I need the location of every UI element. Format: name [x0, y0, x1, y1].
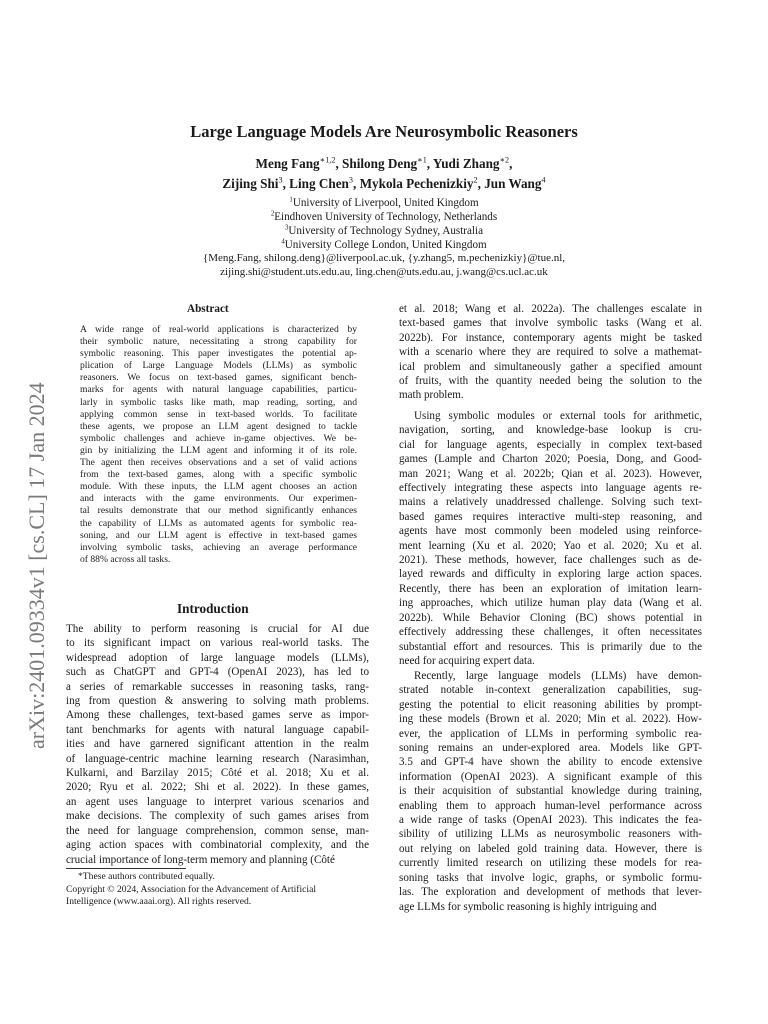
footnote-divider — [66, 868, 186, 869]
text-line: information (OpenAI 2023). A significant example of this — [399, 770, 702, 783]
text-line: ment learning (Xu et al. 2020; Yao et al. 2020; Xu et al. — [399, 539, 702, 552]
text-line: text-based games that involve symbolic tasks (Wang et al. — [399, 317, 702, 330]
abstract-line: module. With these inputs, the LLM agent chooses an action — [80, 481, 357, 493]
text-line: gesting the potential to elicit reasoning abilities by prompt- — [399, 698, 702, 711]
text-line: strated notable in-context generalization capabilities, sug- — [399, 684, 702, 697]
text-line: sibility of utilizing LLMs as neurosymbolic reasoners with- — [399, 828, 702, 841]
author-affiliation-mark: 4 — [541, 175, 546, 185]
text-line: the need for language comprehension, common sense, man- — [66, 824, 369, 837]
text-line: las. The exploration and development of methods that lever- — [399, 886, 702, 899]
text-line: substantial effort and resources. This is primarily due to the — [399, 640, 702, 653]
text-line: Kulkarni, and Barzilay 2015; Côté et al. 2018; Xu et al. — [66, 767, 369, 780]
text-line: Recently, large language models (LLMs) have demon- — [414, 670, 702, 682]
affiliation-mark: 4 — [281, 238, 285, 246]
abstract-line: soning, and our LLM agent is effective in text-based games — [80, 529, 357, 541]
abstract-line: larly in symbolic tasks like math, map reading, sorting, and — [80, 396, 357, 408]
abstract-line: symbolic challenges and achieve in-game objectives. We be- — [80, 432, 357, 444]
introduction-heading: Introduction — [177, 601, 249, 616]
text-line: with a scenario where they are required to solve a mathemat- — [399, 346, 702, 359]
text-line: make decisions. The complexity of such games arises from — [66, 810, 369, 823]
footnote-line: Intelligence (www.aaai.org). All rights reserved. — [66, 896, 252, 908]
abstract-heading: Abstract — [187, 303, 229, 315]
author-name: Ling Chen — [289, 176, 349, 191]
author-name: Mykola Pechenizkiy — [359, 176, 474, 191]
text-line: of fruits, with the quantity needed being the solution to the — [399, 375, 702, 388]
affiliation — [0, 224, 768, 238]
paper-title: Large Language Models Are Neurosymbolic Reasoners — [190, 122, 578, 141]
abstract-line: the capability of LLMs as automated agents for symbolic rea- — [80, 517, 357, 529]
text-line: The ability to perform reasoning is crucial for AI due — [66, 623, 369, 635]
text-line: et al. 2018; Wang et al. 2022a). The challenges escalate in — [399, 303, 702, 315]
abstract-line: reasoners. We focus on text-based games, significant bench- — [80, 372, 357, 384]
text-line: navigation, sorting, and knowledge-base lookup is cru- — [399, 424, 702, 437]
text-line: ing these models (Brown et al. 2020; Min et al. 2022). How- — [399, 713, 702, 726]
abstract-line: their symbolic nature, necessitating a strong capability for — [80, 336, 357, 348]
text-line: ing from question & answering to solving math problems. — [66, 695, 369, 708]
affiliation-mark: 3 — [284, 224, 289, 232]
text-line: 2021). These methods, however, face challenges such as de- — [399, 554, 702, 567]
affiliation-text: University of Liverpool, United Kingdom — [292, 197, 479, 209]
author-affiliation-mark: 3 — [278, 175, 283, 185]
text-line: 2022b). For instance, contemporary agents might be tasked — [399, 331, 702, 344]
author-line-1: Meng Fang$^{∗1,2}$, Shilong Deng$^{∗1}$, Yudi Zhang$^{∗2}$, — [255, 155, 513, 171]
abstract-line: A wide range of real-world applications is characterized by — [80, 324, 357, 335]
text-line: soning remains an under-explored area. Models like GPT- — [399, 742, 702, 755]
abstract-line: these agents, we propose an LLM agent designed to tackle — [80, 420, 357, 432]
text-line: math problem. — [399, 389, 464, 402]
text-line: widespread adoption of large language models (LLMs), — [66, 651, 369, 664]
author-line-2: Zijing Shi$^3$, Ling Chen$^3$, Mykola Pechenizkiy$^2$, Jun Wang$^4$ — [222, 175, 546, 191]
text-line: age LLMs for symbolic reasoning is highly intriguing and — [399, 900, 657, 913]
text-line: man 2021; Wang et al. 2022b; Qian et al. 2023). However, — [399, 467, 702, 480]
right-column-paragraph-2 — [399, 409, 702, 668]
affiliation-mark: 2 — [270, 210, 275, 218]
text-line: games (Lample and Charton 2020; Poesia, Dong, and Good- — [399, 453, 702, 466]
text-line: tant benchmarks for agents with natural language capabil- — [66, 723, 369, 736]
text-line: currently limited research on utilizing these models for rea- — [399, 857, 702, 870]
arxiv-sidebar-stamp — [24, 279, 49, 749]
affiliation-text: University College London, United Kingdom — [284, 239, 487, 251]
abstract-line: marks for agents with natural language capabilities, particu- — [80, 384, 357, 396]
author-affiliation-mark: ∗2 — [499, 155, 510, 165]
right-column-paragraph-1 — [399, 302, 702, 403]
text-line: ities and have garnered significant attention in the realm — [66, 738, 369, 751]
right-column-paragraph-3 — [399, 669, 702, 914]
text-line: Using symbolic modules or external tools for arithmetic, — [414, 410, 702, 422]
author-affiliation-mark: ∗1 — [417, 155, 427, 165]
author-affiliation-mark: 3 — [348, 175, 353, 185]
affiliation-text: Eindhoven University of Technology, Netherlands — [274, 211, 498, 223]
email-line-1: {Meng.Fang, shilong.deng}@liverpool.ac.uk, {y.zhang5, m.pechenizkiy}@tue.nl, — [202, 252, 566, 264]
text-line: need for acquiring expert data. — [399, 654, 535, 667]
text-line: of language-centric machine learning research (Narasimhan, — [66, 752, 369, 765]
affiliation — [0, 196, 768, 210]
abstract-line: gin by initializing the LLM agent and informing it of its role. — [80, 444, 357, 456]
introduction-paragraph — [66, 622, 369, 867]
abstract-line: of 88% across all tasks. — [80, 553, 171, 565]
abstract-body — [80, 324, 357, 566]
affiliation-mark: 1 — [289, 196, 293, 204]
abstract-line: from the text-based games, along with a specific symbolic — [80, 469, 357, 481]
author-affiliation-mark: ∗1,2 — [319, 155, 336, 165]
author-affiliation-mark: 2 — [473, 175, 478, 185]
email-line-2: zijing.shi@student.uts.edu.au, ling.chen@uts.edu.au, j.wang@cs.ucl.ac.uk — [220, 266, 548, 278]
affiliation — [0, 210, 768, 224]
author-name: Meng Fang — [255, 156, 320, 171]
text-line: a wide range of tasks (OpenAI 2023). This indicates the fea- — [399, 814, 702, 827]
text-line: cial for language agents, especially in complex text-based — [399, 438, 702, 451]
author-name: Yudi Zhang — [432, 156, 500, 171]
footnote-line: *These authors contributed equally. — [78, 871, 215, 882]
author-name: Zijing Shi — [222, 176, 279, 191]
footnote-line: Copyright © 2024, Association for the Advancement of Artificial — [66, 883, 317, 895]
text-line: effectively addressing these challenges, it often necessitates — [399, 626, 702, 639]
abstract-line: plication of Large Language Models (LLMs) as symbolic — [80, 360, 357, 372]
author-name: Jun Wang — [484, 176, 542, 191]
text-line: ing approaches, which utilize human play data (Wang et al. — [399, 597, 702, 610]
affiliation-text: University of Technology Sydney, Australia — [288, 225, 483, 237]
author-name: Shilong Deng — [342, 156, 418, 171]
text-line: to its significant impact on various real-world tasks. The — [66, 637, 369, 650]
text-line: effectively integrating these aspects into language agents re- — [399, 482, 702, 495]
abstract-line: The agent then receives observations and a set of valid actions — [80, 457, 357, 469]
text-line: 2020; Ryu et al. 2022; Shi et al. 2022). In these games, — [66, 781, 369, 794]
text-line: mains a relatively unaddressed challenge. Solving such text- — [399, 496, 702, 509]
text-line: such as ChatGPT and GPT-4 (OpenAI 2023), has led to — [66, 666, 369, 679]
footnote-block — [66, 871, 369, 909]
text-line: 2022b). While Behavior Cloning (BC) shows potential in — [399, 611, 702, 624]
text-line: ever, the application of LLMs in performing symbolic rea- — [399, 727, 702, 740]
abstract-line: tal results demonstrate that our method significantly enhances — [80, 505, 357, 517]
abstract-line: and interacts with the game environments. Our experimen- — [80, 493, 357, 505]
text-line: out relying on labeled gold training data. However, there is — [399, 842, 702, 855]
text-line: based games requires interactive multi-step reasoning, and — [399, 510, 702, 523]
arxiv-identifier: arXiv:2401.09334v1 [cs.CL] 17 Jan 2024 — [24, 382, 49, 749]
text-line: ical problem and simultaneously gather a specified amount — [399, 360, 702, 373]
text-line: a series of remarkable successes in reasoning tasks, rang- — [66, 680, 369, 693]
text-line: 3.5 and GPT-4 have shown the ability to encode extensive — [399, 756, 702, 769]
text-line: soning tasks that involve logic, graphs, or symbolic formu- — [399, 871, 702, 884]
text-line: is their acquisition of substantial knowledge during training, — [399, 785, 702, 798]
text-line: aging action spaces with combinatorial complexity, and the — [66, 839, 369, 852]
text-line: enabling them to approach human-level performance across — [399, 799, 702, 812]
abstract-line: applying common sense in text-based worlds. To facilitate — [80, 408, 357, 420]
text-line: agents have most commonly been modeled using reinforce- — [399, 525, 702, 538]
text-line: an agent uses language to interpret various scenarios and — [66, 795, 369, 808]
abstract-line: symbolic reasoning. This paper investigates the potential ap- — [80, 348, 357, 360]
text-line: Among these challenges, text-based games serve as impor- — [66, 709, 369, 722]
text-line: layed rewards and difficulty in exploring large action spaces. — [399, 568, 702, 581]
text-line: crucial importance of long-term memory and planning (Côté — [66, 853, 335, 866]
abstract-line: involving symbolic tasks, achieving an average performance — [80, 541, 357, 553]
text-line: Recently, there has been an exploration of imitation learn- — [399, 582, 702, 595]
affiliation — [0, 238, 768, 252]
